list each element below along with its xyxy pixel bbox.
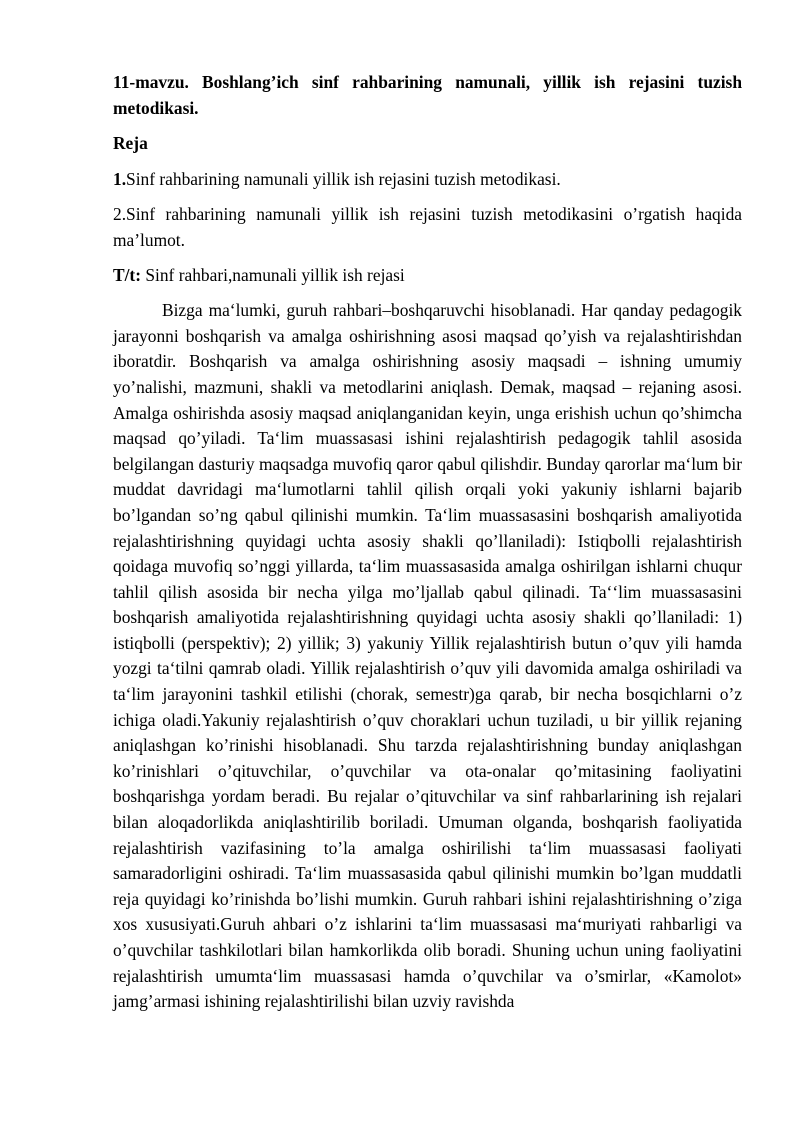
keywords-text: Sinf rahbari,namunali yillik ish rejasi xyxy=(141,264,405,285)
plan-item-2-text: 2.Sinf rahbarining namunali yillik ish rejasini tuzish metodikasini o’rgatish haqida ma’lumot. xyxy=(113,204,742,250)
plan-item-1-text: Sinf rahbarining namunali yillik ish rejasini tuzish metodikasi. xyxy=(126,168,561,189)
plan-heading: Reja xyxy=(113,133,148,154)
document-title: 11-mavzu. Boshlang’ich sinf rahbarining namunali, yillik ish rejasini tuzish metodikasi. xyxy=(113,72,742,118)
body-paragraph: Bizga maʻlumki, guruh rahbari–boshqaruvchi hisoblanadi. Har qanday pedagogik jarayonni boshqarish va amalga oshirishning asosi maqsad qo’yish va rejalashtirishdan iboratdir. Boshqarish va amalga oshirishning asosiy maqsadi – ishning umumiy yo’nalishi, mazmuni, shakli va metodlarini aniqlash. Demak, maqsad – rejaning asosi. Amalga oshirishda asosiy maqsad aniqlanganidan keyin, unga erishish uchun qo’shimcha maqsad qo’yiladi. Taʻlim muassasasi ishini rejalashtirish pedagogik tahlil asosida belgilangan dasturiy maqsadga muvofiq qaror qabul qilishdir. Bunday qarorlar maʻlum bir muddat davridagi maʻlumotlarni tahlil qilish orqali yoki yakuniy ishlarni bajarib bo’lgandan so’ng qabul qilinishi mumkin. Taʻlim muassasasini boshqarish amaliyotida rejalashtirishning quyidagi uchta asosiy shakli qo’llaniladi): Istiqbolli rejalashtirish qoidaga muvofiq so’nggi yillarda, taʻlim muassasasida amalga oshirilgan ishlarni chuqur tahlil qilish asosida bir necha yilga mo’ljallab qabul qilinadi. Taʻʻlim muassasasini boshqarish amaliyotida rejalashtirishning quyidagi uchta asosiy shakli qo’llaniladi: 1) istiqbolli (perspektiv); 2) yillik; 3) yakuniy Yillik rejalashtirish butun o’quv yili hamda yozgi taʻtilni qamrab oladi. Yillik rejalashtirish o’quv yili davomida amalga oshiriladi va taʻlim jarayonini tashkil etilishi (chorak, semestr)ga qarab, bir necha bosqichlarni o’z ichiga oladi.Yakuniy rejalashtirish o’quv choraklari uchun tuziladi, u bir yillik rejaning aniqlashgan ko’rinishi hisoblanadi. Shu tarzda rejalashtirishning bunday aniqlashgan ko’rinishlari o’qituvchilar, o’quvchilar va ota-onalar qo’mitasining faoliyatini boshqarishga yordam beradi. Bu rejalar o’qituvchilar va sinf rahbarlarining ish rejalari bilan aloqadorlikda aniqlashtirilib boriladi. Umuman olganda, boshqarish faoliyatida rejalashtirish vazifasining to’la amalga oshirilishi taʻlim muassasasi faoliyati samaradorligini oshiradi. Taʻlim muassasasida qabul qilinishi mumkin bo’lgan muddatli reja quyidagi ko’rinishda bo’lishi mumkin. Guruh rahbari ishini rejalashtirishning o’ziga xos xususiyati.Guruh ahbari o’z ishlarini taʻlim muassasasi maʻmuriyati rahbarligi va o’quvchilar tashkilotlari bilan hamkorlikda olib boradi. Shuning uchun uning faoliyatini rejalashtirish umumtaʻlim muassasasi hamda o’quvchilar va o’smirlar, «Kamolot» jamg’armasi ishining rejalashtirilishi bilan uzviy ravishda xyxy=(113,300,742,1012)
plan-item-1-number: 1. xyxy=(113,168,127,189)
plan-item-1 xyxy=(113,167,742,193)
plan-item-2 xyxy=(113,202,742,253)
document-page xyxy=(113,70,742,1015)
keywords-line xyxy=(113,263,742,289)
keywords-label: T/t: xyxy=(113,264,142,285)
